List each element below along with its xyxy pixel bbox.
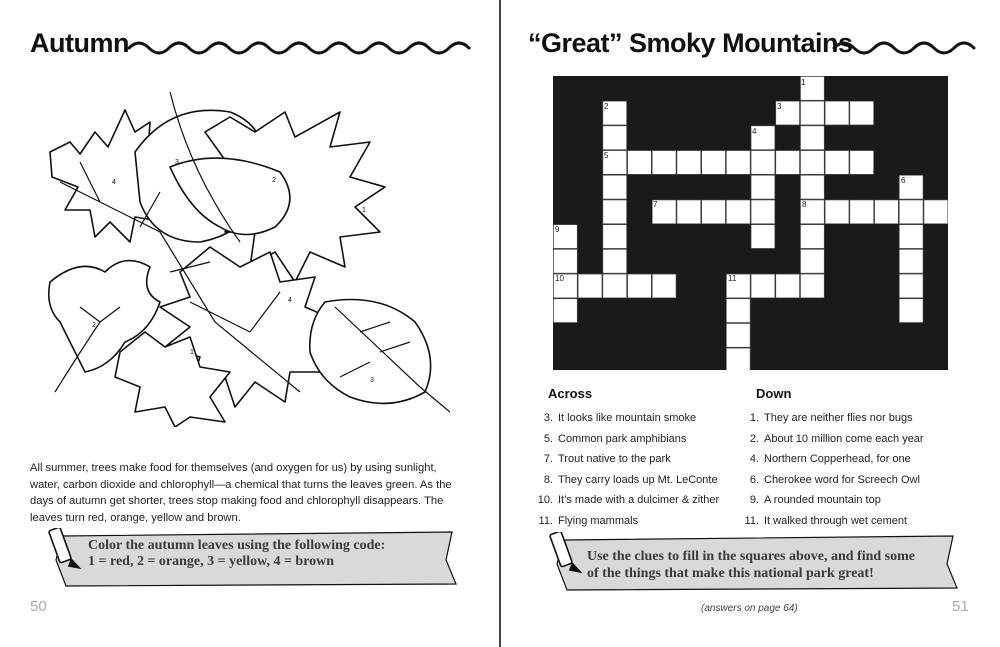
crossword-cell[interactable] — [603, 225, 627, 249]
crossword-cell[interactable] — [801, 101, 825, 125]
clue-item: 4. Northern Copperhead, for one — [749, 453, 911, 466]
page-number-51: 51 — [952, 598, 969, 615]
page-title-smoky-mountains: “Great” Smoky Mountains — [528, 28, 853, 58]
clue-item: 11. Flying mammals — [538, 514, 639, 527]
crossword-cell[interactable] — [677, 151, 701, 175]
grid-number: 4 — [752, 127, 757, 136]
clue-item: 6. Cherokee word for Screech Owl — [749, 473, 920, 486]
crossword-cell[interactable] — [825, 101, 849, 125]
leaf-code-label: 2 — [92, 322, 96, 329]
crossword-cell[interactable] — [751, 200, 775, 224]
crossword-cell[interactable] — [726, 151, 750, 175]
leaf-code-label: 1 — [362, 207, 366, 214]
crossword-cell[interactable] — [702, 200, 726, 224]
crossword-cell[interactable] — [850, 151, 874, 175]
left-page — [0, 0, 499, 647]
leaf-code-label: 4 — [288, 297, 292, 304]
crossword-cell[interactable] — [899, 249, 923, 273]
crossword-cell[interactable] — [801, 225, 825, 249]
clue-item: 8. They carry loads up Mt. LeConte — [543, 473, 718, 486]
autumn-leaves-illustration — [40, 92, 450, 427]
crossword-cell[interactable] — [801, 175, 825, 199]
crossword-cell[interactable] — [603, 175, 627, 199]
right-page — [501, 0, 1000, 647]
crossword-cell[interactable] — [751, 274, 775, 298]
crossword-cell[interactable] — [652, 151, 676, 175]
clue-item: 5. Common park amphibians — [543, 432, 687, 445]
crossword-cell[interactable] — [899, 225, 923, 249]
across-heading: Across — [548, 386, 593, 401]
grid-number: 7 — [653, 200, 658, 209]
crossword-cell[interactable] — [801, 274, 825, 298]
clue-item: 9. A rounded mountain top — [749, 494, 881, 507]
crossword-cell[interactable] — [554, 249, 578, 273]
crossword-cell[interactable] — [850, 101, 874, 125]
grid-number: 1 — [801, 78, 806, 87]
crossword-cell[interactable] — [751, 151, 775, 175]
crossword-cell[interactable] — [628, 151, 652, 175]
crossword-cell[interactable] — [751, 175, 775, 199]
down-clue-list — [739, 408, 924, 532]
crossword-cell[interactable] — [751, 225, 775, 249]
instruction-line-2: of the things that make this national park great! — [587, 566, 874, 581]
crossword-cell[interactable] — [875, 200, 899, 224]
crossword-cell[interactable] — [726, 348, 750, 370]
instruction-line-1: Use the clues to fill in the squares above, and find some — [587, 549, 915, 564]
squiggle-decoration — [832, 38, 977, 56]
crossword-cell[interactable] — [677, 200, 701, 224]
grid-number: 6 — [901, 176, 906, 185]
crossword-cell[interactable] — [554, 299, 578, 323]
crossword-cell[interactable] — [825, 151, 849, 175]
crossword-cell[interactable] — [726, 200, 750, 224]
crossword-cell[interactable] — [850, 200, 874, 224]
leaf-code-label: 1 — [190, 349, 194, 356]
leaf-code-label: 3 — [370, 377, 374, 384]
crossword-cell[interactable] — [776, 274, 800, 298]
grid-number: 5 — [604, 151, 609, 160]
squiggle-decoration — [127, 38, 472, 56]
crossword-cell[interactable] — [801, 151, 825, 175]
grid-number: 9 — [555, 225, 560, 234]
crossword-cell[interactable] — [628, 274, 652, 298]
leaf-shape — [310, 300, 431, 404]
leaf-code-label: 3 — [175, 159, 179, 166]
crossword-cells — [553, 76, 949, 370]
crossword-cell[interactable] — [924, 200, 948, 224]
grid-number: 2 — [604, 102, 609, 111]
clue-item: 3. It looks like mountain smoke — [543, 412, 697, 424]
instruction-line-2: 1 = red, 2 = orange, 3 = yellow, 4 = brown — [88, 554, 335, 569]
grid-number: 10 — [555, 274, 564, 283]
clue-item: 1. They are neither flies nor bugs — [749, 412, 913, 424]
crossword-cell[interactable] — [801, 126, 825, 150]
crossword-cell[interactable] — [899, 200, 923, 224]
grid-number: 8 — [802, 200, 807, 209]
autumn-paragraph: All summer, trees make food for themselves (and oxygen for us) by using sunlight, water, carbon dioxide and chlorophyll—a chemical that turns the leaves green. As the days of autumn get shorter, trees stop making food and chlorophyll disappears. The leaves turn red, orange, yellow and brown. — [30, 462, 452, 524]
crossword-cell[interactable] — [726, 299, 750, 323]
clue-item: 2. About 10 million come each year — [749, 432, 924, 445]
crossword-cell[interactable] — [726, 324, 750, 348]
answers-note: (answers on page 64) — [701, 603, 798, 614]
crossword-cell[interactable] — [603, 249, 627, 273]
grid-number: 11 — [728, 274, 737, 283]
grid-number: 3 — [777, 102, 782, 111]
leaf-code-label: 2 — [272, 177, 276, 184]
crossword-cell[interactable] — [652, 274, 676, 298]
crossword-cell[interactable] — [801, 249, 825, 273]
crossword-cell[interactable] — [578, 274, 602, 298]
clue-item: 7. Trout native to the park — [543, 453, 671, 466]
down-heading: Down — [756, 386, 792, 401]
crossword-cell[interactable] — [776, 151, 800, 175]
clue-item: 11. It walked through wet cement — [744, 514, 908, 527]
leaf-code-label: 4 — [112, 179, 116, 186]
crossword-cell[interactable] — [825, 200, 849, 224]
clue-item: 10. It’s made with a dulcimer & zither — [537, 494, 720, 507]
page-title-autumn: Autumn — [30, 28, 129, 58]
crossword-cell[interactable] — [603, 274, 627, 298]
crossword-cell[interactable] — [603, 126, 627, 150]
crossword-cell[interactable] — [702, 151, 726, 175]
crossword-cell[interactable] — [899, 274, 923, 298]
instruction-line-1: Color the autumn leaves using the following code: — [88, 538, 386, 553]
crossword-cell[interactable] — [603, 200, 627, 224]
crossword-cell[interactable] — [899, 299, 923, 323]
across-clue-list — [533, 408, 719, 532]
page-number-50: 50 — [30, 598, 47, 615]
